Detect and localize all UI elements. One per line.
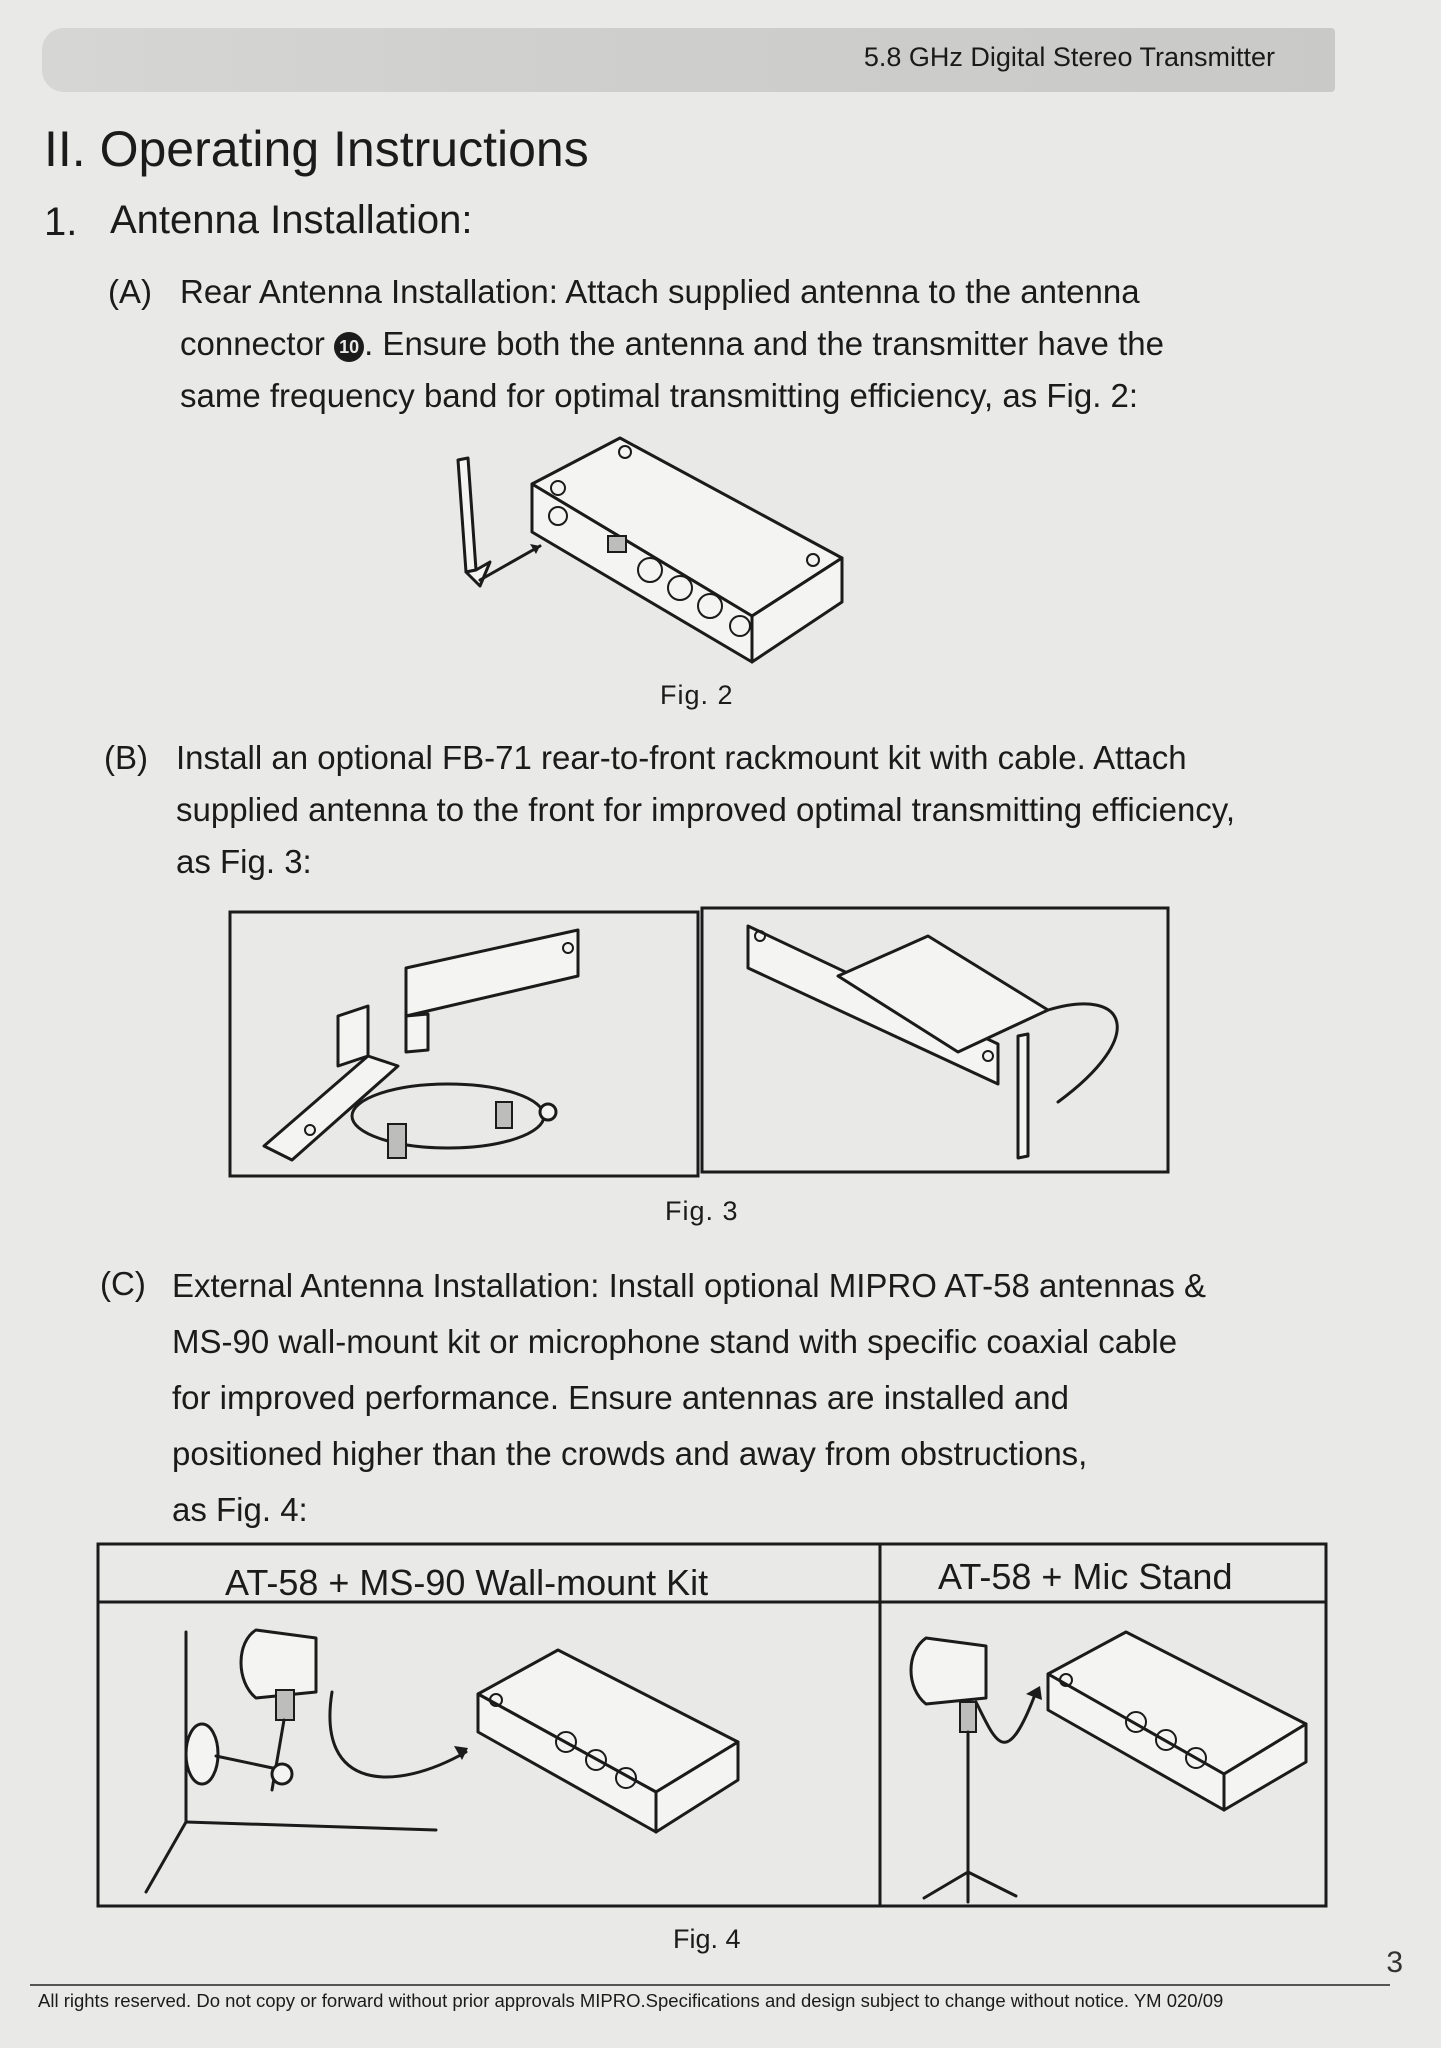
transmitter-drawing-2 <box>1048 1632 1306 1810</box>
wall-mount-drawing <box>146 1630 436 1892</box>
item-c <box>100 1258 1380 1538</box>
fig4-column2-header: AT-58 + Mic Stand <box>938 1556 1233 1597</box>
item-a-body <box>180 266 1164 422</box>
item-a-line2 <box>180 318 1164 370</box>
item-c-body <box>172 1258 1206 1538</box>
item-a-line2-post: . Ensure both the antenna and the transmitter have the <box>364 325 1164 362</box>
fig2-illustration <box>440 430 860 665</box>
item-b-line3: as Fig. 3: <box>176 843 312 880</box>
fig3-illustration <box>228 906 1171 1180</box>
fig2-caption: Fig. 2 <box>660 680 734 710</box>
subsection-title: Antenna Installation: <box>110 198 473 242</box>
item-b-body <box>176 732 1235 888</box>
fig4-cable-1 <box>330 1692 466 1777</box>
item-a <box>108 266 1308 426</box>
fig4-column1-header: AT-58 + MS-90 Wall-mount Kit <box>225 1562 709 1603</box>
item-b-line1: Install an optional FB-71 rear-to-front rackmount kit with cable. Attach <box>176 739 1187 776</box>
fig4-caption: Fig. 4 <box>673 1924 741 1954</box>
item-b-line2: supplied antenna to the front for improved optimal transmitting efficiency, <box>176 791 1236 828</box>
page-number: 3 <box>1386 1946 1403 1979</box>
item-b <box>104 732 1384 892</box>
subsection-number: 1. <box>44 200 78 244</box>
rack-ear-right-drawing <box>406 930 578 1052</box>
item-a-line2-pre: connector <box>180 325 335 362</box>
rackmount-assembly-drawing <box>748 926 1117 1158</box>
item-c-letter: (C) <box>100 1265 146 1302</box>
section-title: II. Operating Instructions <box>44 121 589 177</box>
item-c-line2: MS-90 wall-mount kit or microphone stand with specific coaxial cable <box>172 1323 1178 1360</box>
connector-number-badge: 10 <box>334 332 364 362</box>
item-c-line4: positioned higher than the crowds and away from obstructions, <box>172 1435 1088 1472</box>
coax-cable-drawing <box>352 1084 556 1158</box>
antenna-drawing <box>458 458 490 586</box>
item-c-line5: as Fig. 4: <box>172 1491 308 1528</box>
item-a-letter: (A) <box>108 273 152 310</box>
mic-stand-drawing <box>911 1638 1016 1902</box>
fig3-caption: Fig. 3 <box>665 1196 739 1226</box>
transmitter-drawing-1 <box>478 1650 738 1832</box>
item-b-letter: (B) <box>104 739 148 776</box>
header-title: 5.8 GHz Digital Stereo Transmitter <box>863 42 1275 72</box>
item-c-line1: External Antenna Installation: Install optional MIPRO AT-58 antennas & <box>172 1267 1207 1304</box>
header-bar <box>42 28 1335 92</box>
item-a-line3: same frequency band for optimal transmitting efficiency, as Fig. 2: <box>180 377 1139 414</box>
footer-notice: All rights reserved. Do not copy or forward without prior approvals MIPRO.Specifications and design subject to change without notice. YM 020/09 <box>38 1990 1224 2011</box>
transmitter-drawing <box>532 438 842 662</box>
item-a-line1: Rear Antenna Installation: Attach supplied antenna to the antenna <box>180 273 1140 310</box>
footer-divider <box>30 1984 1390 1986</box>
item-c-line3: for improved performance. Ensure antennas are installed and <box>172 1379 1070 1416</box>
